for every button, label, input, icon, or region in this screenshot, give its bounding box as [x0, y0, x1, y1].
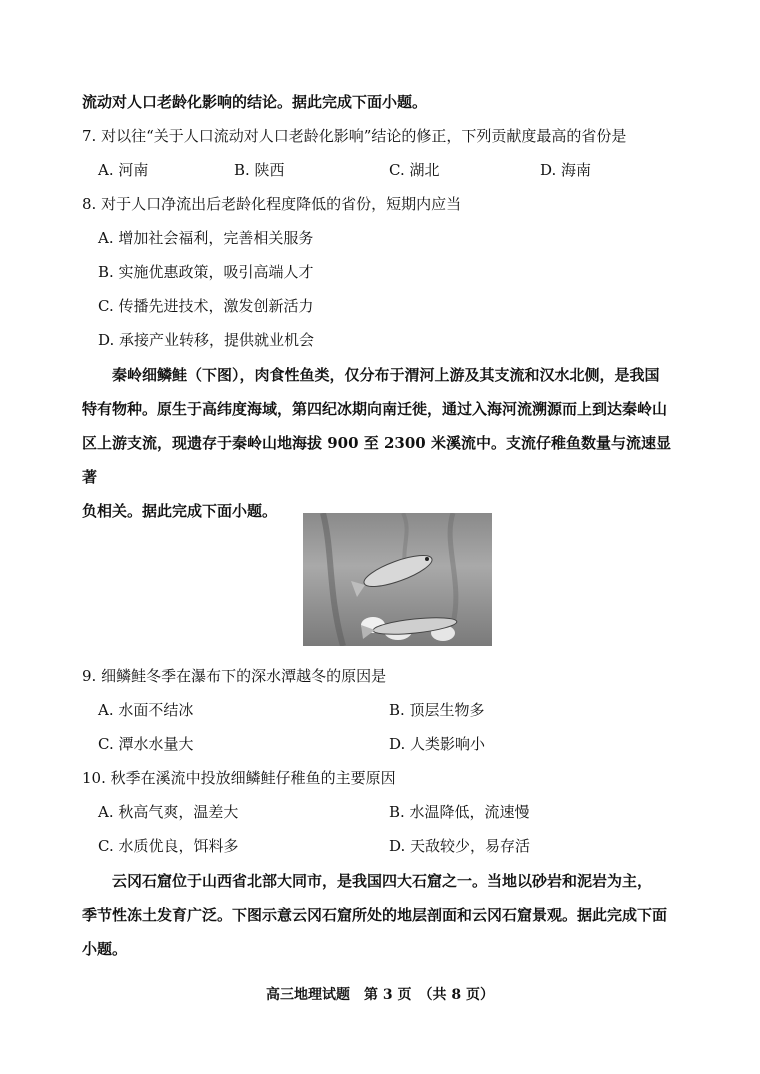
question-7-stem: 7. 对以往“关于人口流动对人口老龄化影响”结论的修正，下列贡献度最高的省份是 [82, 127, 627, 145]
q7-option-c[interactable]: C. 湖北 [389, 161, 440, 179]
passage-yungang-line: 小题。 [82, 940, 128, 958]
q7-option-d[interactable]: D. 海南 [540, 161, 592, 179]
q9-option-d[interactable]: D. 人类影响小 [389, 735, 486, 753]
q7-option-a[interactable]: A. 河南 [98, 161, 149, 179]
fish-photo-illustration [303, 513, 492, 646]
passage-yungang-line: 季节性冻土发育广泛。下图示意云冈石窟所处的地层剖面和云冈石窟景观。据此完成下面 [82, 906, 668, 924]
q8-option-c[interactable]: C. 传播先进技术，激发创新活力 [98, 297, 314, 315]
q9-option-a[interactable]: A. 水面不结冰 [98, 701, 194, 719]
q9-option-c[interactable]: C. 潭水水量大 [98, 735, 194, 753]
q8-option-b[interactable]: B. 实施优惠政策，吸引高端人才 [98, 263, 314, 281]
q8-option-d[interactable]: D. 承接产业转移，提供就业机会 [98, 331, 315, 349]
question-10-stem: 10. 秋季在溪流中投放细鳞鲑仔稚鱼的主要原因 [82, 769, 396, 787]
intro-tail: 流动对人口老龄化影响的结论。据此完成下面小题。 [82, 93, 428, 111]
fish-photo [303, 513, 492, 646]
q7-option-b[interactable]: B. 陕西 [234, 161, 285, 179]
passage-yungang-line: 云冈石窟位于山西省北部大同市，是我国四大石窟之一。当地以砂岩和泥岩为主， [112, 872, 653, 890]
question-8-stem: 8. 对于人口净流出后老龄化程度降低的省份，短期内应当 [82, 195, 462, 213]
passage-yungang [82, 864, 682, 966]
q8-option-a[interactable]: A. 增加社会福利，完善相关服务 [98, 229, 314, 247]
passage-fish-line: 负相关。据此完成下面小题。 [82, 502, 278, 520]
q10-option-c[interactable]: C. 水质优良，饵料多 [98, 837, 239, 855]
q10-option-b[interactable]: B. 水温降低，流速慢 [389, 803, 530, 821]
q9-option-b[interactable]: B. 顶层生物多 [389, 701, 485, 719]
passage-fish-line: 秦岭细鳞鲑（下图），肉食性鱼类，仅分布于渭河上游及其支流和汉水北侧，是我国 [112, 366, 660, 384]
q10-option-a[interactable]: A. 秋高气爽，温差大 [98, 803, 239, 821]
passage-fish-line: 特有物种。原生于高纬度海域，第四纪冰期向南迁徙，通过入海河流溯源而上到达秦岭山 [82, 400, 668, 418]
q10-option-d[interactable]: D. 天敌较少，易存活 [389, 837, 531, 855]
passage-fish [82, 358, 682, 528]
page-footer: 高三地理试题 第 3 页 （共 8 页） [266, 987, 494, 1003]
passage-fish-line: 区上游支流，现遗存于秦岭山地海拔 900 至 2300 米溪流中。支流仔稚鱼数量与流速显著 [82, 434, 671, 486]
question-9-stem: 9. 细鳞鲑冬季在瀑布下的深水潭越冬的原因是 [82, 667, 387, 685]
